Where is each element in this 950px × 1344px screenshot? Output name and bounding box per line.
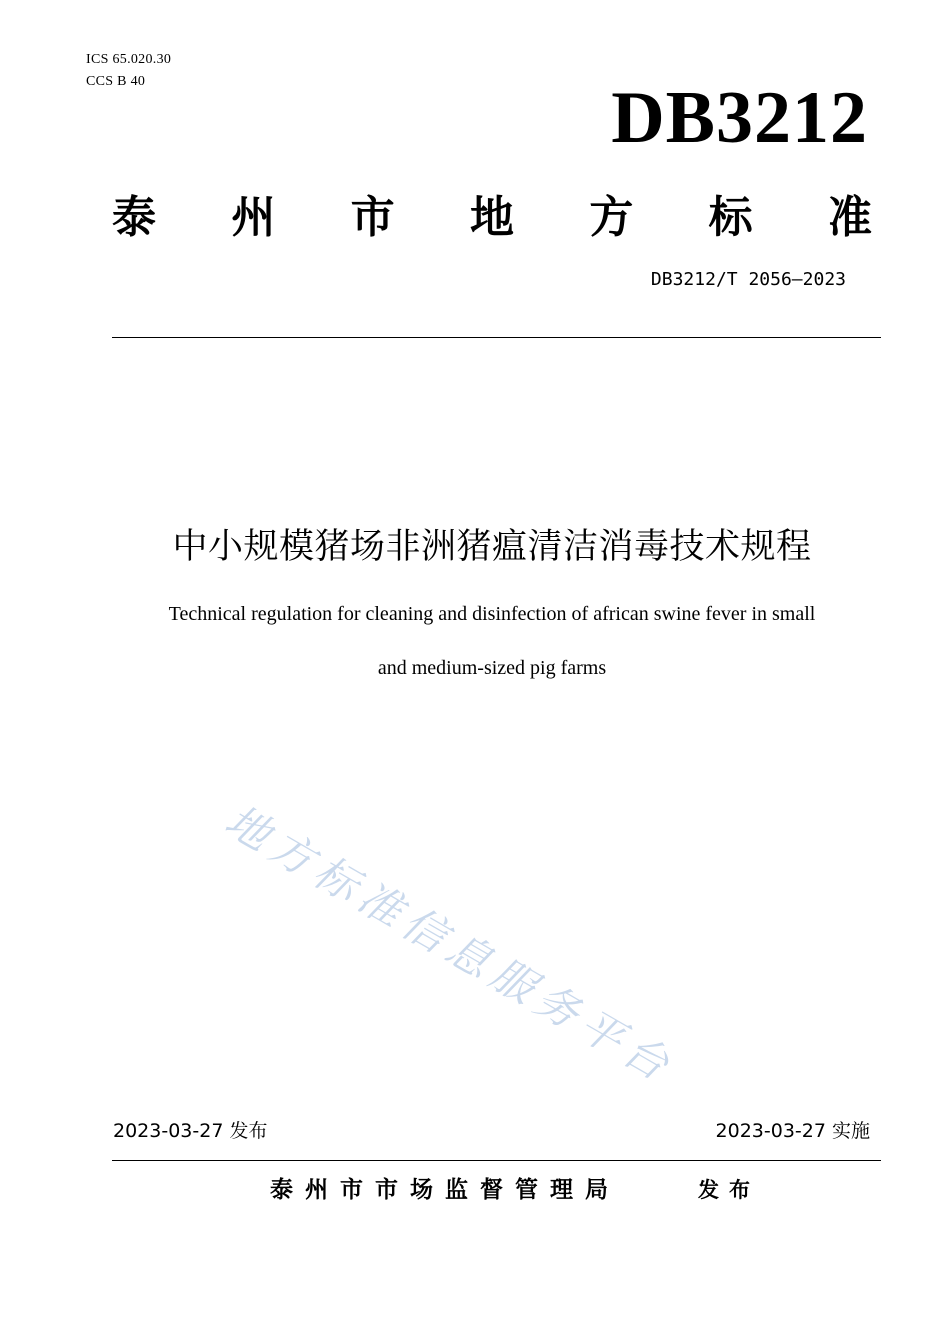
publisher-name: 泰州市市场监督管理局 [270,1176,620,1203]
implementation-date: 2023-03-27 实施 [715,1120,870,1142]
title-english-line: Technical regulation for cleaning and disinfection of african swine fever in small [168,603,816,625]
standard-code-heading: DB3212 [611,77,868,159]
bottom-divider [112,1160,881,1161]
standard-level-char: 标 [708,192,753,243]
ccs-code: CCS B 40 [86,74,146,89]
standard-level-char: 州 [231,192,276,243]
issue-date: 2023-03-27 发布 [113,1120,268,1142]
watermark: 地方标准信息服务平台 [216,795,684,1095]
standard-level-char: 泰 [112,192,156,243]
top-divider [112,337,881,338]
standard-level-char: 市 [350,192,395,243]
standard-level-char: 准 [827,192,872,243]
standard-level-char: 地 [469,192,514,243]
standard-level-char: 方 [589,192,634,243]
title-english [90,587,894,695]
title-chinese: 中小规模猪场非洲猪瘟清洁消毒技术规程 [172,527,812,567]
ics-code: ICS 65.020.30 [86,52,172,67]
standard-number: DB3212/T 2056—2023 [650,269,846,290]
standard-level-title [112,188,872,248]
publish-label: 发布 [698,1177,760,1202]
title-english-line: and medium-sized pig farms [377,657,607,679]
